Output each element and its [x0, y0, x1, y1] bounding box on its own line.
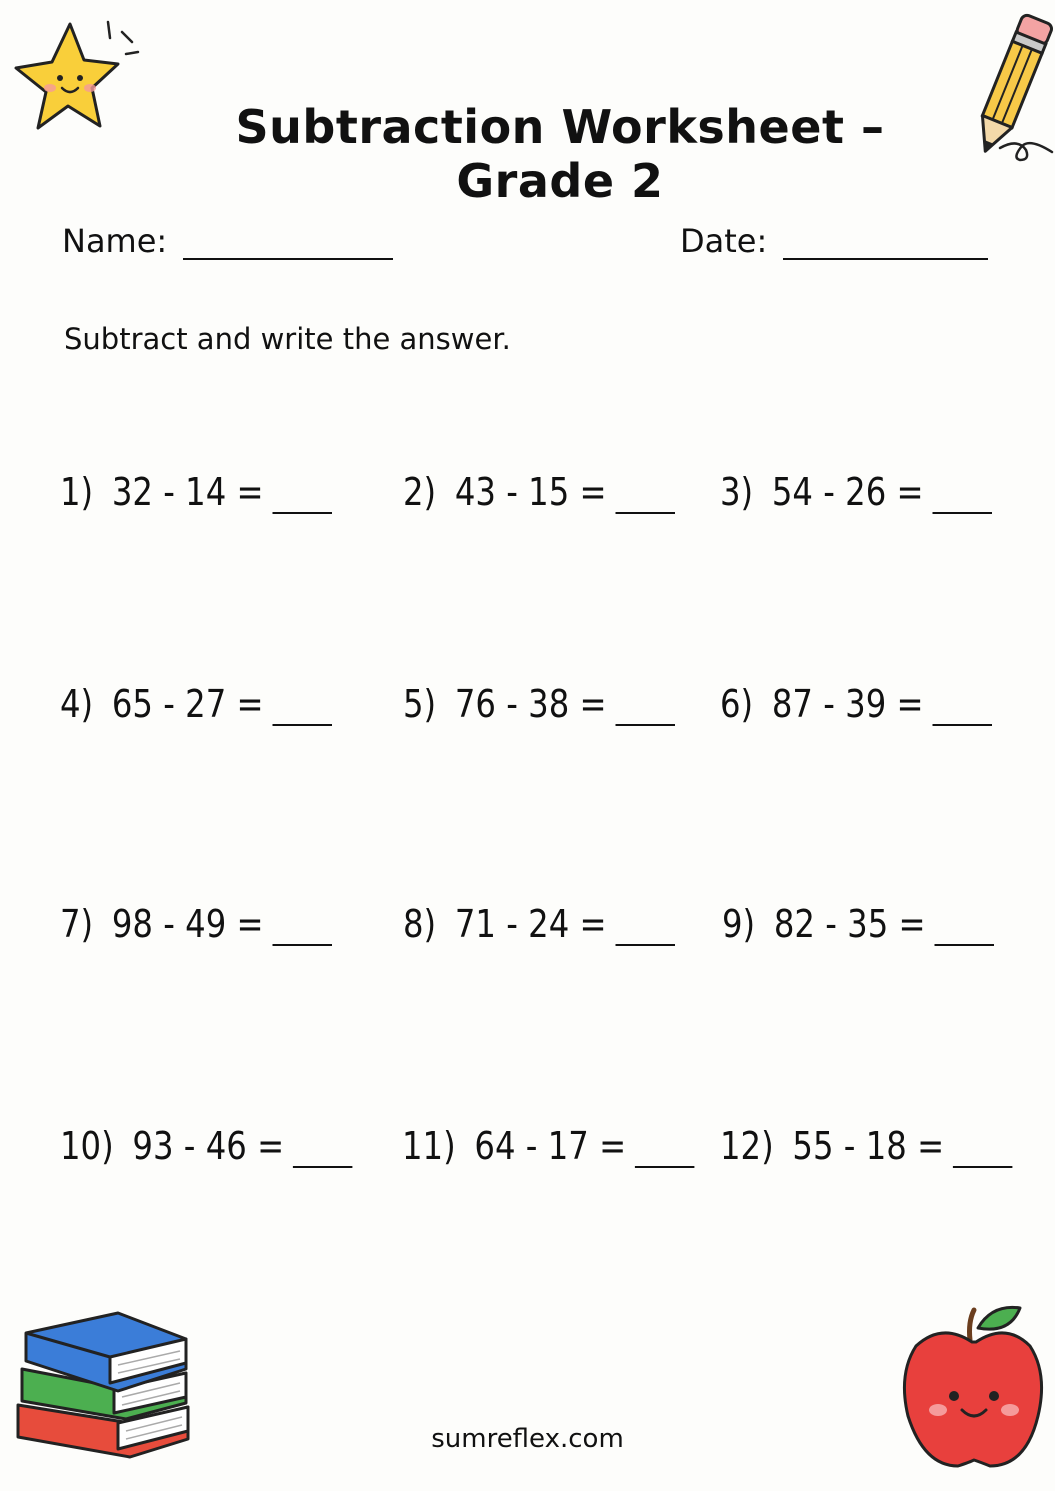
problem-number: 2)	[403, 470, 437, 514]
answer-blank[interactable]	[272, 476, 332, 514]
name-label: Name:	[62, 222, 168, 260]
problem-4	[60, 682, 332, 726]
problem-expression: 76 - 38 =	[454, 682, 607, 726]
answer-blank[interactable]	[932, 688, 992, 726]
problem-expression: 64 - 17 =	[474, 1124, 627, 1168]
page-title: Subtraction Worksheet – Grade 2	[235, 100, 885, 208]
problem-expression: 82 - 35 =	[773, 902, 926, 946]
smiling-apple-icon	[898, 1298, 1048, 1478]
answer-blank[interactable]	[635, 1130, 695, 1168]
answer-blank[interactable]	[953, 1130, 1013, 1168]
answer-blank[interactable]	[615, 476, 675, 514]
date-field[interactable]	[680, 222, 988, 260]
problem-number: 1)	[60, 470, 94, 514]
problem-number: 12)	[720, 1124, 774, 1168]
smiling-star-icon	[8, 8, 143, 143]
problem-9	[722, 902, 994, 946]
answer-blank[interactable]	[615, 908, 675, 946]
problem-expression: 54 - 26 =	[771, 470, 924, 514]
problem-expression: 65 - 27 =	[111, 682, 264, 726]
problem-number: 9)	[722, 902, 756, 946]
date-blank-line[interactable]	[783, 222, 988, 260]
problem-expression: 93 - 46 =	[132, 1124, 285, 1168]
problem-11	[402, 1124, 694, 1168]
answer-blank[interactable]	[293, 1130, 352, 1168]
name-blank-line[interactable]	[183, 222, 393, 260]
problem-number: 11)	[402, 1124, 456, 1168]
website-footer[interactable]: sumreflex.com	[431, 1424, 624, 1454]
problem-expression: 55 - 18 =	[792, 1124, 945, 1168]
problem-number: 5)	[403, 682, 437, 726]
problem-expression: 71 - 24 =	[454, 902, 607, 946]
problem-number: 3)	[720, 470, 754, 514]
problem-1	[60, 470, 332, 514]
answer-blank[interactable]	[932, 476, 992, 514]
problem-number: 7)	[60, 902, 94, 946]
problem-expression: 32 - 14 =	[111, 470, 264, 514]
problem-number: 8)	[403, 902, 437, 946]
answer-blank[interactable]	[934, 908, 994, 946]
problem-expression: 43 - 15 =	[454, 470, 607, 514]
problem-expression: 87 - 39 =	[771, 682, 924, 726]
problem-3	[720, 470, 992, 514]
problem-2	[403, 470, 675, 514]
problem-7	[60, 902, 332, 946]
answer-blank[interactable]	[272, 688, 332, 726]
problem-8	[403, 902, 675, 946]
answer-blank[interactable]	[272, 908, 332, 946]
problem-12	[720, 1124, 1012, 1168]
pencil-icon	[960, 10, 1055, 170]
name-field[interactable]	[62, 222, 393, 260]
date-label: Date:	[680, 222, 768, 260]
problem-number: 10)	[60, 1124, 114, 1168]
problem-number: 4)	[60, 682, 94, 726]
problem-6	[720, 682, 992, 726]
problem-expression: 98 - 49 =	[111, 902, 264, 946]
problem-10	[60, 1124, 352, 1168]
problem-number: 6)	[720, 682, 754, 726]
answer-blank[interactable]	[615, 688, 675, 726]
problem-5	[403, 682, 675, 726]
instructions: Subtract and write the answer.	[64, 322, 511, 356]
